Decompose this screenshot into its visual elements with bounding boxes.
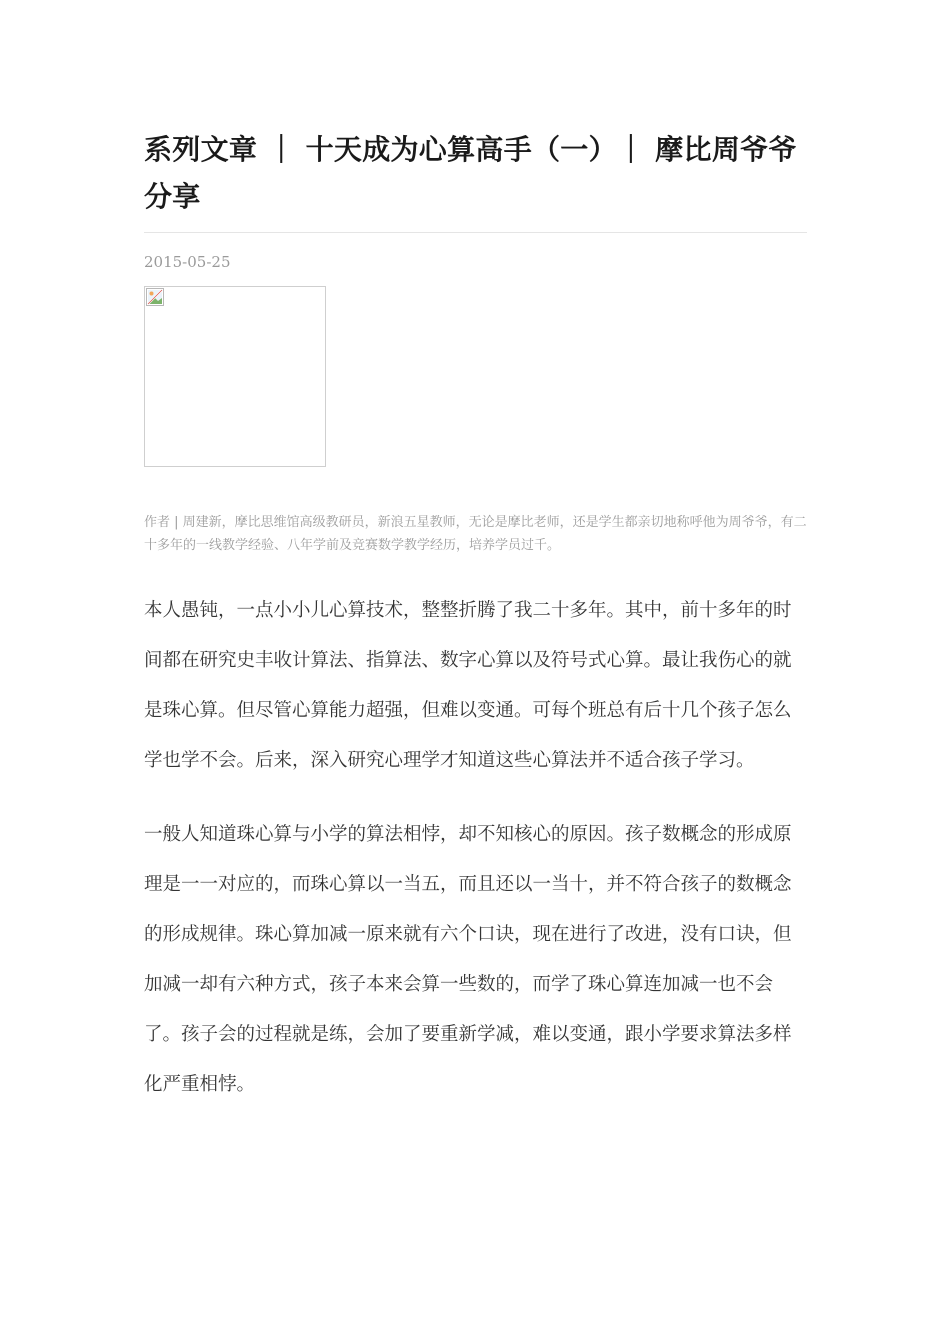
paragraph-1: 本人愚钝，一点小小儿心算技术，整整折腾了我二十多年。其中，前十多年的时间都在研究史丰收计算法、指算法、数字心算以及符号式心算。最让我伤心的就是珠心算。但尽管心算能力超强，但难以变通。可每个班总有后十几个孩子怎么学也学不会。后来，深入研究心理学才知道这些心算法并不适合孩子学习。 [144, 600, 792, 771]
author-caption: 作者 | 周建新，摩比思维馆高级教研员，新浪五星教师，无论是摩比老师，还是学生都亲切地称呼他为周爷爷，有二十多年的一线教学经验、八年学前及竞赛数学教学经历，培养学员过千。 [144, 515, 807, 553]
article [144, 126, 807, 1110]
publish-date: 2015-05-25 [144, 253, 231, 271]
broken-image-icon [146, 288, 164, 306]
article-title: 系列文章 ｜ 十天成为心算高手（一）｜ 摩比周爷爷分享 [144, 126, 807, 233]
article-image [144, 286, 326, 467]
paragraph-2: 一般人知道珠心算与小学的算法相悖，却不知核心的原因。孩子数概念的形成原理是一一对应的，而珠心算以一当五，而且还以一当十，并不符合孩子的数概念的形成规律。珠心算加减一原来就有六个口诀，现在进行了改进，没有口诀，但加减一却有六种方式，孩子本来会算一些数的，而学了珠心算连加减一也不会了。孩子会的过程就是练，会加了要重新学减，难以变通，跟小学要求算法多样化严重相悖。 [144, 824, 792, 1095]
